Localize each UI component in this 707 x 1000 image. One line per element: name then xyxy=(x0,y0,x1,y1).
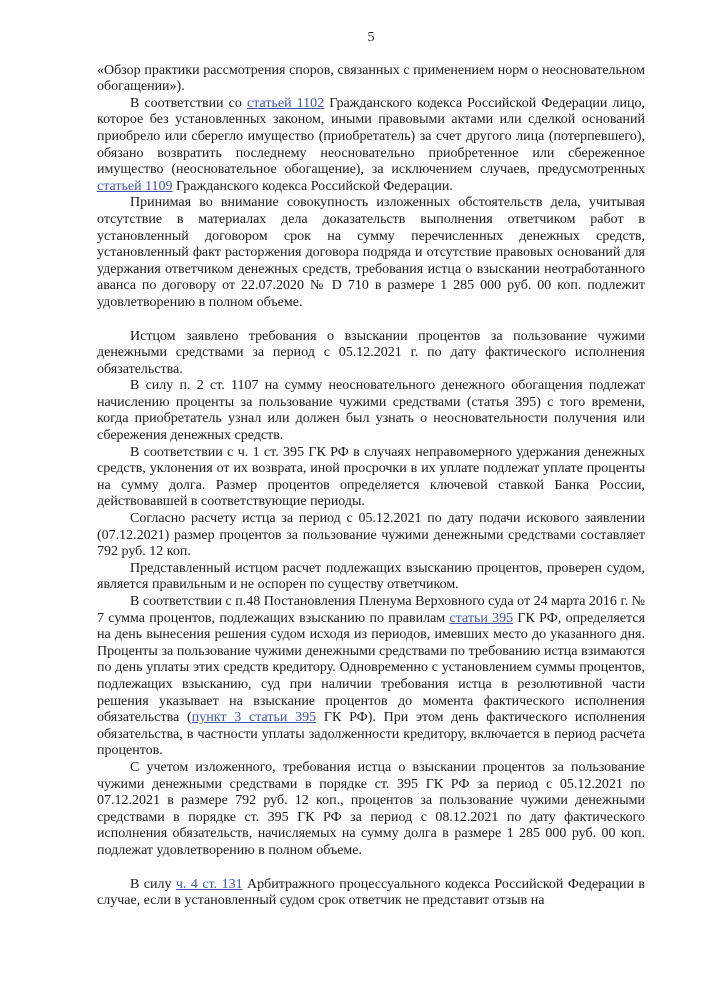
paragraph xyxy=(97,63,645,96)
paragraph-text: Истцом заявлено требования о взыскании процентов за пользование чужими денежными средствами за период с 05.12.2021 г. по дату фактического исполнения обязательства. xyxy=(97,328,645,377)
paragraph-text: В соответствии с п.48 Постановления Пленума Верховного суда от 24 марта 2016 г. № 7 сумма процентов, подлежащих взысканию по правилам xyxy=(97,594,645,626)
paragraph xyxy=(97,329,645,379)
document-body xyxy=(97,63,645,910)
paragraph-text: Принимая во внимание совокупность изложенных обстоятельств дела, учитывая отсутствие в материалах дела доказательств выполнения ответчиком работ в установленный договором срок на сумму перечисленных денежных средств, установленный факт расторжения договора подряда и отсутствие правовых оснований для удержания ответчиком денежных средств, требования истца о взыскании неотработанного аванса по договору от 22.07.2020 № D 710 в размере 1 285 000 руб. 00 коп. подлежит удовлетворению в полном объеме. xyxy=(97,195,645,310)
paragraph xyxy=(97,561,645,594)
paragraph xyxy=(97,445,645,511)
page-number: 5 xyxy=(367,30,375,45)
paragraph-text: ГК РФ). При этом день фактического исполнения обязательства, в частности уплаты задолженности кредитору, включается в период расчета процентов. xyxy=(97,710,646,759)
paragraph-text: В силу п. 2 ст. 1107 на сумму неосновательного денежного обогащения подлежат начислению проценты за пользование чужими средствами (статья 395) с того времени, когда приобретатель узнал или должен был узнать о неосновательности получения или сбережения денежных средств. xyxy=(97,378,645,444)
paragraph xyxy=(97,877,645,910)
paragraph-text: Арбитражного процессуального кодекса Российской Федерации в случае, если в установленный судом срок ответчик не представит отзыв на xyxy=(97,876,646,909)
statute-link[interactable]: пункт 3 статьи 395 xyxy=(191,710,317,726)
paragraph-text: В соответствии со xyxy=(130,95,247,111)
paragraph-text: Согласно расчету истца за период с 05.12.2021 по дату подачи искового заявлении (07.12.2021) размер процентов за пользование чужими денежными средствами составляет 792 руб. 12 коп. xyxy=(97,511,645,560)
paragraph xyxy=(97,594,645,760)
statute-link[interactable]: статьей 1102 xyxy=(247,95,325,111)
statute-link[interactable]: ч. 4 ст. 131 xyxy=(175,876,243,892)
paragraph-text: В силу xyxy=(130,876,176,892)
statute-link[interactable]: статьи 395 xyxy=(449,610,514,626)
paragraph-text: В соответствии с ч. 1 ст. 395 ГК РФ в случаях неправомерного удержания денежных средств, уклонения от их возврата, иной просрочки в их уплате подлежат уплате проценты на сумму долга. Размер процентов определяется ключевой ставкой Банка России, действовавшей в соответствующие периоды. xyxy=(97,444,645,510)
paragraph xyxy=(97,511,645,561)
paragraph-text: Гражданского кодекса Российской Федерации. xyxy=(172,178,453,194)
paragraph xyxy=(97,760,645,860)
paragraph xyxy=(97,195,645,311)
paragraph-text: Представленный истцом расчет подлежащих взысканию процентов, проверен судом, является правильным и не оспорен по существу ответчиком. xyxy=(97,560,645,593)
paragraph-text: «Обзор практики рассмотрения споров, связанных с применением норм о неосновательном обогащении»). xyxy=(97,62,645,95)
statute-link[interactable]: статьей 1109 xyxy=(97,178,173,194)
paragraph-text: С учетом изложенного, требования истца о взыскании процентов за пользование чужими денежными средствами в порядке ст. 395 ГК РФ за период с 05.12.2021 по 07.12.2021 в размере 792 руб. 12 коп., процентов за пользование чужими денежными средствами в порядке ст. 395 ГК РФ за период с 08.12.2021 по дату фактического исполнения обязательств, начисляемых на сумму долга в размере 1 285 000 руб. 00 коп. подлежат удовлетворению в полном объеме. xyxy=(97,759,645,858)
paragraph xyxy=(97,96,645,196)
paragraph-text: ГК РФ, определяется на день вынесения решения судом исходя из периодов, имевших место до указанного дня. Проценты за пользование чужими денежными средствами по требованию истца взимаются по день уплаты этих средств кредитору. Одновременно с установлением суммы процентов, подлежащих взысканию, суд при наличии требования истца в резолютивной части решения указывает на взыскание процентов до момента фактического исполнения обязательства ( xyxy=(97,610,646,726)
paragraph-text: Гражданского кодекса Российской Федерации лицо, которое без установленных законом, иными правовыми актами или сделкой оснований приобрело или сберегло имущество (приобретатель) за счет другого лица (потерпевшего), обязано возвратить последнему неосновательно приобретенное или сбереженное имущество (неосновательное обогащение), за исключением случаев, предусмотренных xyxy=(97,95,645,178)
paragraph xyxy=(97,378,645,444)
